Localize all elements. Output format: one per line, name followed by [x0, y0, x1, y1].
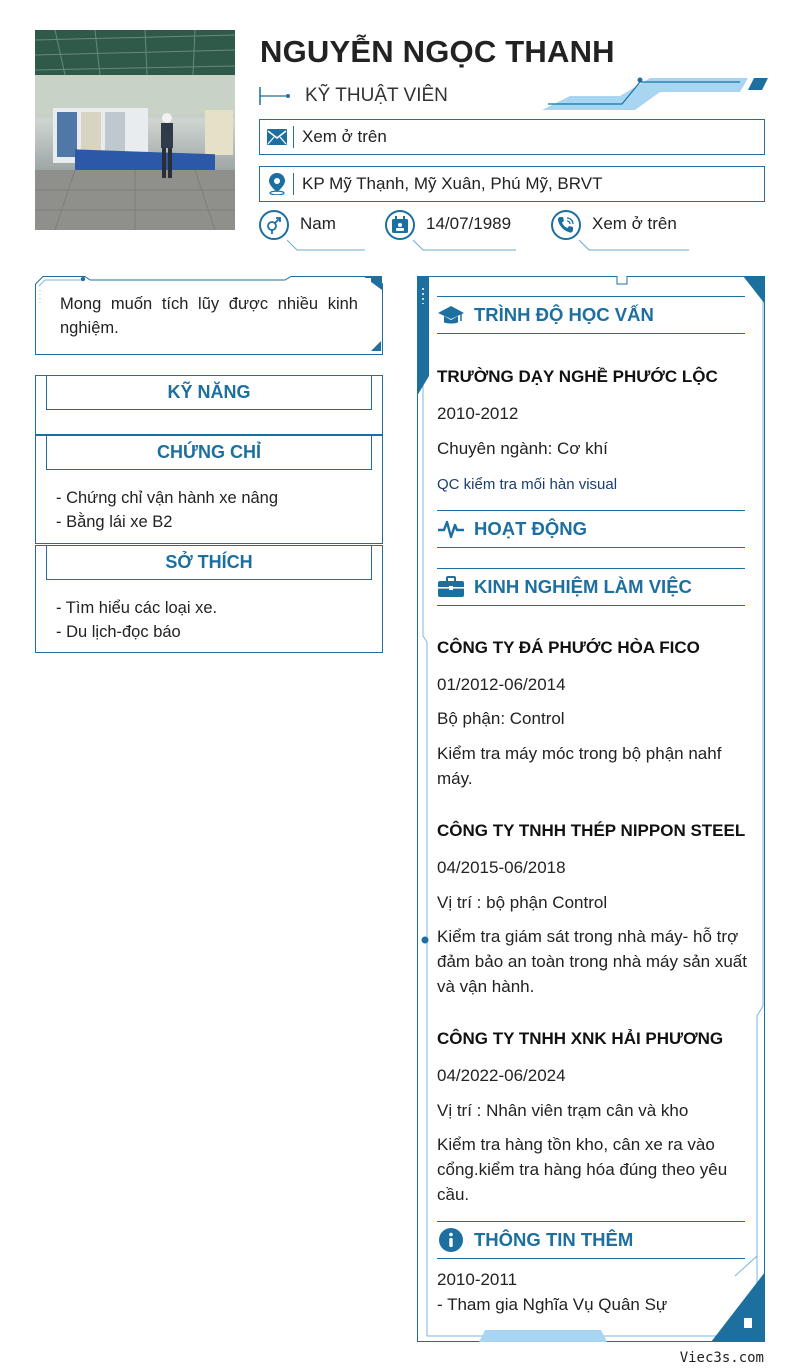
experience-title: KINH NGHIỆM LÀM VIỆC — [474, 576, 692, 597]
birthday-value: 14/07/1989 — [426, 214, 512, 233]
address-value: KP Mỹ Thạnh, Mỹ Xuân, Phú Mỹ, BRVT — [302, 174, 603, 193]
objective-text: Mong muốn tích lũy được nhiều kinh nghiệm. — [60, 295, 358, 337]
education-major: Chuyên ngành: Cơ khí — [437, 439, 608, 458]
header-decoration — [540, 74, 772, 114]
job-period: 04/2022-06/2024 — [437, 1066, 566, 1085]
gender-row — [259, 210, 369, 250]
profile-photo — [35, 30, 235, 230]
job-company: CÔNG TY TNHH XNK HẢI PHƯƠNG — [437, 1029, 724, 1048]
job-position: Bộ phận: Control — [437, 709, 565, 728]
phone-icon — [551, 210, 581, 240]
phone-value: Xem ở trên — [592, 214, 677, 233]
job-description: Kiểm tra máy móc trong bộ phận nahf máy. — [437, 744, 722, 788]
education-heading — [437, 296, 745, 334]
additional-item: - Tham gia Nghĩa Vụ Quân Sự — [437, 1295, 668, 1314]
phone-row — [551, 210, 691, 250]
address-row — [259, 166, 765, 202]
career-objective — [35, 276, 383, 355]
school-name: TRƯỜNG DẠY NGHỀ PHƯỚC LỘC — [437, 367, 718, 386]
info-icon — [437, 1226, 465, 1254]
gender-icon — [259, 210, 289, 240]
job-position: Vị trí : bộ phận Control — [437, 893, 608, 912]
job-period: 04/2015-06/2018 — [437, 858, 566, 877]
job-position: Vị trí : Nhân viên trạm cân và kho — [437, 1101, 689, 1120]
job-company: CÔNG TY TNHH THÉP NIPPON STEEL — [437, 821, 746, 840]
hobbies-section — [35, 545, 383, 653]
additional-heading — [437, 1221, 745, 1259]
activities-title: HOẠT ĐỘNG — [474, 518, 588, 539]
gender-value: Nam — [300, 214, 336, 233]
email-value: Xem ở trên — [302, 127, 387, 146]
hobby-item: - Du lịch-đọc báo — [56, 623, 181, 641]
job-description: Kiểm tra giám sát trong nhà máy- hỗ trợ đảm bảo an toàn trong nhà máy sản xuất và vận hành. — [437, 927, 747, 996]
certificate-item: - Bằng lái xe B2 — [56, 513, 173, 531]
additional-title: THÔNG TIN THÊM — [474, 1229, 634, 1250]
job-company: CÔNG TY ĐÁ PHƯỚC HÒA FICO — [437, 638, 700, 657]
certificates-section — [35, 435, 383, 544]
calendar-icon — [385, 210, 415, 240]
envelope-icon — [260, 126, 294, 148]
candidate-name: NGUYỄN NGỌC THANH — [260, 34, 615, 69]
education-title: TRÌNH ĐỘ HỌC VẤN — [474, 304, 654, 325]
hobby-item: - Tìm hiểu các loại xe. — [56, 599, 218, 617]
job-period: 01/2012-06/2014 — [437, 675, 566, 694]
email-row — [259, 119, 765, 155]
education-period: 2010-2012 — [437, 404, 519, 423]
skills-section — [35, 375, 383, 435]
birthday-row — [385, 210, 525, 250]
briefcase-icon — [437, 573, 465, 601]
job-title: KỸ THUẬT VIÊN — [305, 85, 448, 106]
certificate-item: - Chứng chỉ vận hành xe nâng — [56, 489, 279, 507]
hobbies-heading: SỞ THÍCH — [46, 546, 372, 580]
title-bracket-icon — [259, 85, 291, 107]
additional-period: 2010-2011 — [437, 1270, 518, 1289]
education-note: QC kiểm tra mối hàn visual — [437, 476, 618, 493]
graduation-cap-icon — [437, 301, 465, 329]
pulse-icon — [437, 515, 465, 543]
map-pin-icon — [260, 173, 294, 195]
skills-heading: KỸ NĂNG — [46, 376, 372, 410]
activities-heading — [437, 510, 745, 548]
job-title-row — [259, 82, 448, 110]
certificates-heading: CHỨNG CHỈ — [46, 436, 372, 470]
experience-heading — [437, 568, 745, 606]
job-description: Kiểm tra hàng tồn kho, cân xe ra vào cổng.kiểm tra hàng hóa đúng theo yêu cầu. — [437, 1135, 728, 1204]
site-watermark: Viec3s.com — [679, 1350, 764, 1366]
